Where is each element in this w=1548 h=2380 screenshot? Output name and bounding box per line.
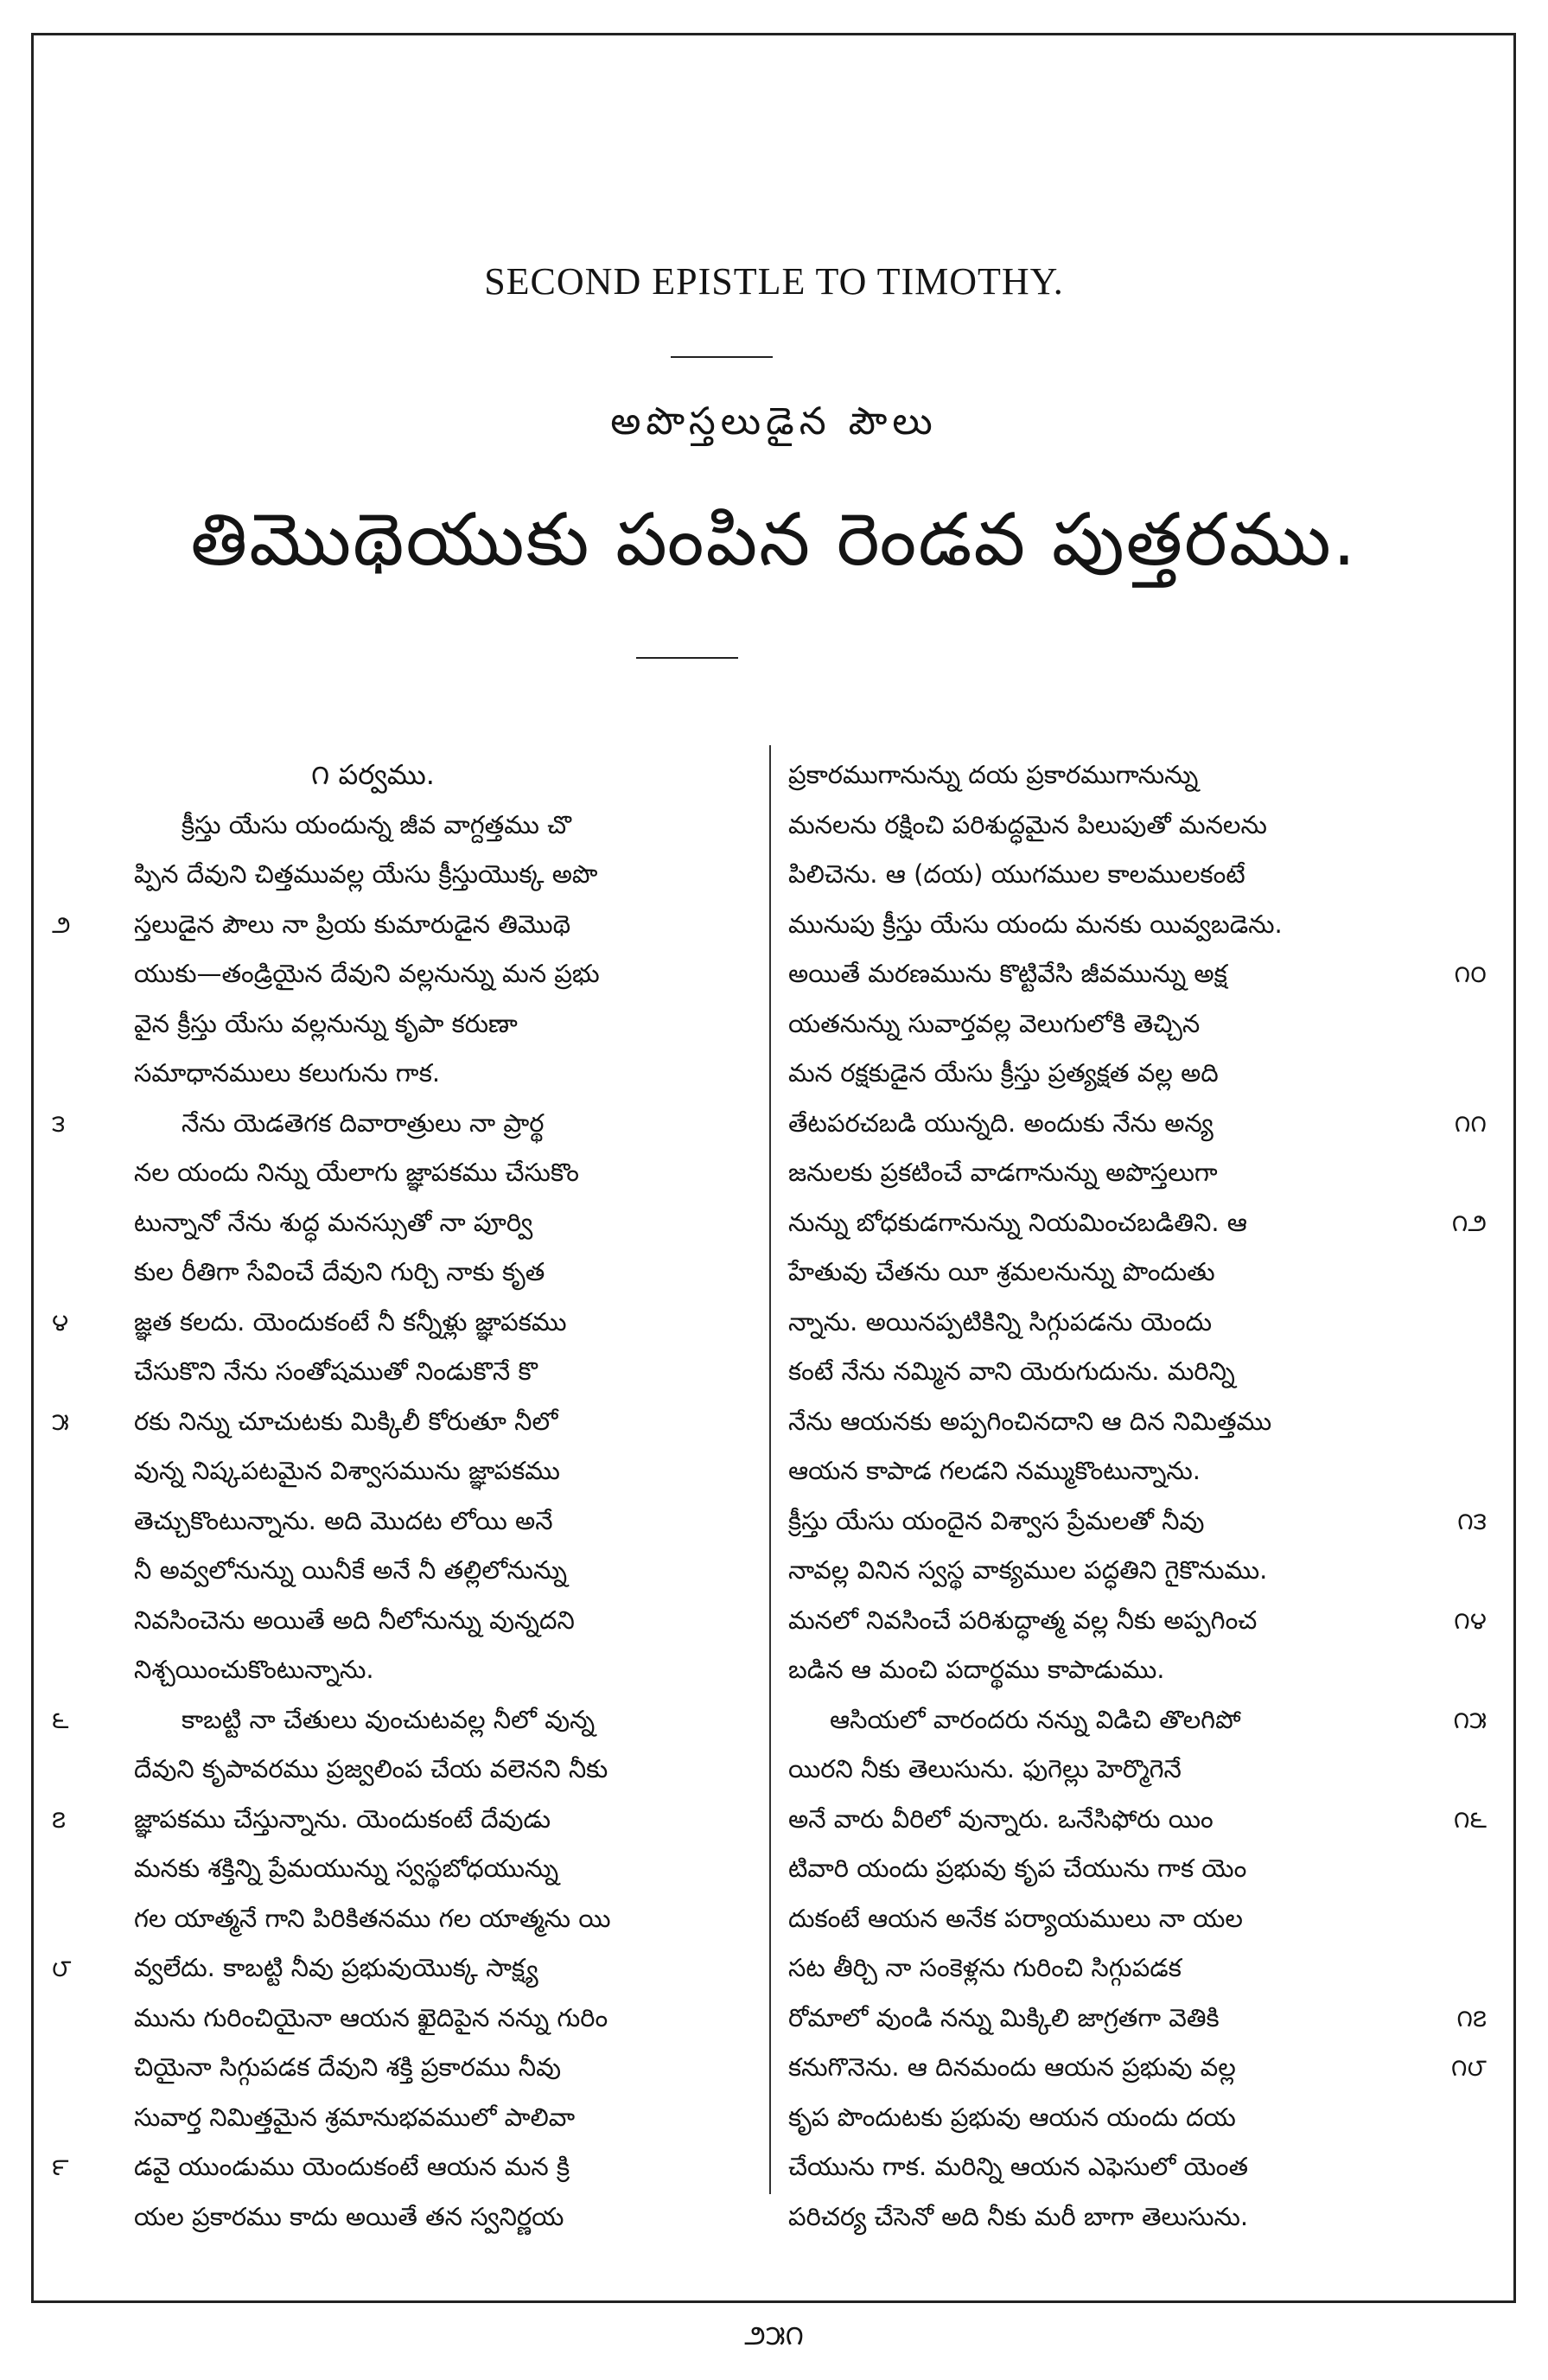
- line-text: ప్పిన దేవుని చిత్తమువల్ల యేసు క్రీస్తుయొక్క అపొ: [134, 859, 598, 889]
- left-column-line: [52, 1198, 756, 1248]
- verse-number: ౧౮: [1450, 2053, 1487, 2082]
- line-text: మన రక్షకుడైన యేసు క్రీస్తు ప్రత్యక్షత వల్ల అది: [788, 1058, 1219, 1088]
- verse-number: ౬: [52, 1705, 69, 1734]
- verse-number: ౮: [52, 1954, 72, 1982]
- right-column-line: [778, 850, 1487, 900]
- line-text: టున్నానో నేను శుద్ధ మనస్సుతో నా పూర్వి: [134, 1207, 533, 1237]
- left-column-line: [52, 1247, 756, 1298]
- left-column-line: [52, 2093, 756, 2143]
- english-title: SECOND EPISTLE TO TIMOTHY.: [484, 260, 1064, 303]
- left-column-line: [52, 1397, 756, 1447]
- left-column-line: [52, 2192, 756, 2243]
- line-text: న్నాను. అయినప్పటికిన్ని సిగ్గుపడను యెందు: [788, 1306, 1213, 1337]
- line-text: పిలిచెను. ఆ (దయ) యుగముల కాలములకంటే: [788, 859, 1245, 889]
- telugu-title: తిమొథెయుకు పంపిన రెండవ పుత్తరము.: [190, 497, 1358, 582]
- line-text: మునుపు క్రీస్తు యేసు యందు మనకు యివ్వబడెను.: [788, 909, 1283, 939]
- left-column-line: [52, 1148, 756, 1198]
- line-text: మనకు శక్తిన్ని ప్రేమయున్ను స్వస్థబోధయున్ను: [134, 1854, 559, 1883]
- verse-number: ౩: [52, 1108, 66, 1138]
- right-column: [778, 750, 1487, 2242]
- line-text: యల ప్రకారము కాదు అయితే తన స్వనిర్ణయ: [134, 2201, 564, 2231]
- line-text: దుకంటే ఆయన అనేక పర్యాయములు నా యల: [788, 1903, 1243, 1933]
- left-column: [52, 750, 756, 2242]
- right-column-line: [778, 1645, 1487, 1695]
- line-text: కంటే నేను నమ్మిన వాని యెరుగుదును. మరిన్ని: [788, 1356, 1235, 1386]
- line-text: జ్ఞాపకము చేస్తున్నాను. యెందుకంటే దేవుడు: [134, 1803, 551, 1834]
- left-column-line: [52, 949, 756, 999]
- right-column-line: [778, 1596, 1487, 1646]
- right-column-line: [778, 2043, 1487, 2093]
- right-column-line: [778, 1049, 1487, 1099]
- right-column-line: [778, 1795, 1487, 1845]
- right-column-line: [778, 1496, 1487, 1547]
- line-text: యతనున్ను సువార్తవల్ల వెలుగులోకి తెచ్చిన: [788, 1008, 1201, 1038]
- line-text: చియైనా సిగ్గుపడక దేవుని శక్తి ప్రకారము నీవు: [134, 2052, 562, 2082]
- line-text: క్రీస్తు యేసు యందున్న జీవ వాగ్దత్తము చొ: [182, 809, 572, 839]
- line-text: నిశ్చయించుకొంటున్నాను.: [134, 1655, 374, 1684]
- line-text: సువార్త నిమిత్తమైన శ్రమానుభవములో పాలివా: [134, 2102, 576, 2132]
- verse-number: ౧౩: [1457, 1506, 1487, 1535]
- right-column-line: [778, 1695, 1487, 1745]
- line-text: నివసించెను అయితే అది నీలోనున్ను వున్నదని: [134, 1605, 575, 1635]
- line-text: స్తలుడైన పౌలు నా ప్రియ కుమారుడైన తిమొథె: [134, 909, 571, 939]
- right-column-line: [778, 2192, 1487, 2243]
- right-column-line: [778, 1546, 1487, 1596]
- verse-number: ౧౬: [1453, 1804, 1487, 1834]
- line-text: పరిచర్య చేసెనో అది నీకు మరీ బాగా తెలుసును.: [788, 2201, 1249, 2231]
- line-text: తేటపరచబడి యున్నది. అందుకు నేను అన్య: [788, 1107, 1214, 1138]
- line-text: రోమాలో వుండి నన్ను మిక్కిలి జాగ్రతగా వెతికి: [788, 2002, 1220, 2032]
- right-column-line: [778, 1298, 1487, 1348]
- left-column-line: [52, 750, 756, 801]
- right-column-line: [778, 1844, 1487, 1894]
- left-column-line: [52, 1347, 756, 1397]
- left-column-line: [52, 1298, 756, 1348]
- line-text: నల యందు నిన్ను యేలాగు జ్ఞాపకము చేసుకొం: [134, 1158, 579, 1187]
- telugu-subtitle: అపొస్తలుడైన పౌలు: [610, 399, 938, 443]
- left-column-line: [52, 2142, 756, 2192]
- line-text: మనలను రక్షించి పరిశుద్ధమైన పిలుపుతో మనలను: [788, 809, 1267, 839]
- left-column-line: [52, 1894, 756, 1944]
- line-text: అయితే మరణమును కొట్టివేసి జీవమున్ను అక్ష: [788, 959, 1227, 988]
- left-column-line: [52, 1099, 756, 1149]
- left-column-line: [52, 1795, 756, 1845]
- verse-number: ౪: [52, 1307, 69, 1337]
- right-column-line: [778, 801, 1487, 851]
- verse-number: ౧౦: [1454, 960, 1487, 988]
- left-column-line: [52, 1546, 756, 1596]
- line-text: క్రీస్తు యేసు యందైన విశ్వాస ప్రేమలతో నీవు: [788, 1505, 1205, 1535]
- right-column-line: [778, 900, 1487, 950]
- line-text: తెచ్చుకొంటున్నాను. అది మొదట లోయి అనే: [134, 1505, 553, 1535]
- right-column-line: [778, 999, 1487, 1050]
- line-text: నేను ఆయనకు అప్పగించినదాని ఆ దిన నిమిత్తము: [788, 1406, 1272, 1436]
- line-text: జనులకు ప్రకటించే వాడగానున్ను అపొస్తలుగా: [788, 1158, 1218, 1187]
- verse-number: ౧౪: [1454, 1605, 1487, 1635]
- right-column-line: [778, 1994, 1487, 2044]
- line-text: కృప పొందుటకు ప్రభువు ఆయన యందు దయ: [788, 2102, 1236, 2132]
- left-column-line: [52, 1596, 756, 1646]
- line-text: కుల రీతిగా సేవించే దేవుని గుర్చి నాకు కృత: [134, 1257, 545, 1286]
- line-text: సట తీర్చి నా సంకెళ్లను గురించి సిగ్గుపడక: [788, 1953, 1182, 1982]
- left-column-line: [52, 1695, 756, 1745]
- line-text: రకు నిన్ను చూచుటకు మిక్కిలీ కోరుతూ నీలో: [134, 1406, 558, 1436]
- right-column-line: [778, 1943, 1487, 1994]
- line-text: యుకు—తండ్రియైన దేవుని వల్లనున్ను మన ప్రభు: [134, 959, 600, 988]
- left-column-line: [52, 2043, 756, 2093]
- right-column-line: [778, 949, 1487, 999]
- line-text: హేతువు చేతను యీ శ్రమలనున్ను పొందుతు: [788, 1257, 1215, 1286]
- right-column-line: [778, 1148, 1487, 1198]
- left-column-line: [52, 1943, 756, 1994]
- line-text: కాబట్టి నా చేతులు వుంచుటవల్ల నీలో వున్న: [182, 1704, 596, 1734]
- line-text: చేసుకొని నేను సంతోషముతో నిండుకొనే కొ: [134, 1356, 538, 1386]
- line-text: నీ అవ్వలోనున్ను యినీకే అనే నీ తల్లిలోనున్ను: [134, 1555, 568, 1585]
- right-column-line: [778, 1397, 1487, 1447]
- line-text: చేయును గాక. మరిన్ని ఆయన ఎఫెసులో యెంత: [788, 2152, 1249, 2181]
- line-text: నున్ను బోధకుడగానున్ను నియమించబడితిని. ఆ: [788, 1207, 1247, 1237]
- verse-number: ౯: [52, 2153, 69, 2181]
- verse-number: ౧౭: [1456, 2003, 1487, 2032]
- line-text: కనుగొనెను. ఆ దినమందు ఆయన ప్రభువు వల్ల: [788, 2052, 1236, 2082]
- left-column-line: [52, 850, 756, 900]
- verse-number: ౭: [52, 1804, 67, 1834]
- right-column-line: [778, 1745, 1487, 1795]
- left-column-line: [52, 1446, 756, 1496]
- left-column-line: [52, 801, 756, 851]
- verse-number: ౧౫: [1453, 1705, 1487, 1734]
- line-text: టివారి యందు ప్రభువు కృప చేయును గాక యెం: [788, 1854, 1247, 1883]
- verse-number: ౧౨: [1451, 1208, 1487, 1237]
- left-column-line: [52, 1745, 756, 1795]
- line-text: మును గురించియైనా ఆయన ఖైదిపైన నన్ను గురిం: [134, 2002, 608, 2032]
- line-text: అనే వారు వీరిలో వున్నారు. ఒనేసిఫోరు యిం: [788, 1803, 1214, 1834]
- title-rule-top: [671, 356, 773, 358]
- line-text: వైన క్రీస్తు యేసు వల్లనున్ను కృపా కరుణా: [134, 1008, 518, 1038]
- line-text: సమాధానములు కలుగును గాక.: [134, 1058, 441, 1088]
- page-number: ౨౫౧: [744, 2319, 804, 2351]
- right-column-line: [778, 1446, 1487, 1496]
- line-text: డవై యుండుము యెందుకంటే ఆయన మన క్రి: [134, 2152, 570, 2181]
- line-text: వున్న నిష్కపటమైన విశ్వాసమును జ్ఞాపకము: [134, 1456, 560, 1485]
- left-column-line: [52, 1049, 756, 1099]
- left-column-line: [52, 1496, 756, 1547]
- line-text: ఆసియలో వారందరు నన్ను విడిచి తొలగిపో: [830, 1704, 1241, 1734]
- line-text: ప్రకారముగానున్ను దయ ప్రకారముగానున్ను: [788, 760, 1199, 789]
- verse-number: ౨: [52, 909, 71, 939]
- right-column-line: [778, 2142, 1487, 2192]
- line-text: బడిన ఆ మంచి పదార్థము కాపాడుము.: [788, 1655, 1165, 1684]
- line-text: నేను యెడతెగక దివారాత్రులు నా ప్రార్థ: [182, 1107, 545, 1138]
- line-text: ఆయన కాపాడ గలడని నమ్ముకొంటున్నాను.: [788, 1456, 1201, 1485]
- left-column-line: [52, 900, 756, 950]
- line-text: గల యాత్మనే గాని పిరికితనము గల యాత్మను యి: [134, 1903, 611, 1933]
- line-text: ౧ పర్వము.: [311, 758, 435, 791]
- line-text: జ్ఞత కలదు. యెందుకంటే నీ కన్నీళ్లు జ్ఞాపకము: [134, 1306, 567, 1337]
- line-text: నావల్ల వినిన స్వస్థ వాక్యముల పద్ధతిని గైకొనుము.: [788, 1555, 1268, 1585]
- right-column-line: [778, 2093, 1487, 2143]
- right-column-line: [778, 750, 1487, 801]
- right-column-line: [778, 1347, 1487, 1397]
- verse-number: ౧౧: [1454, 1108, 1487, 1138]
- left-column-line: [52, 1994, 756, 2044]
- verse-number: ౫: [52, 1407, 69, 1436]
- line-text: దేవుని కృపావరము ప్రజ్వలింప చేయ వలెనని నీకు: [134, 1754, 608, 1783]
- right-column-line: [778, 1099, 1487, 1149]
- right-column-line: [778, 1247, 1487, 1298]
- line-text: మనలో నివసించే పరిశుద్ధాత్మ వల్ల నీకు అప్పగించ: [788, 1605, 1258, 1635]
- right-column-line: [778, 1894, 1487, 1944]
- column-divider: [769, 745, 771, 2194]
- right-column-line: [778, 1198, 1487, 1248]
- line-text: యిరని నీకు తెలుసును. ఫుగెల్లు హెర్మొగెనే: [788, 1754, 1182, 1783]
- line-text: వ్వలేదు. కాబట్టి నీవు ప్రభువుయొక్క సాక్ష్య: [134, 1953, 538, 1982]
- left-column-line: [52, 1844, 756, 1894]
- left-column-line: [52, 1645, 756, 1695]
- title-rule-bottom: [636, 657, 738, 659]
- left-column-line: [52, 999, 756, 1050]
